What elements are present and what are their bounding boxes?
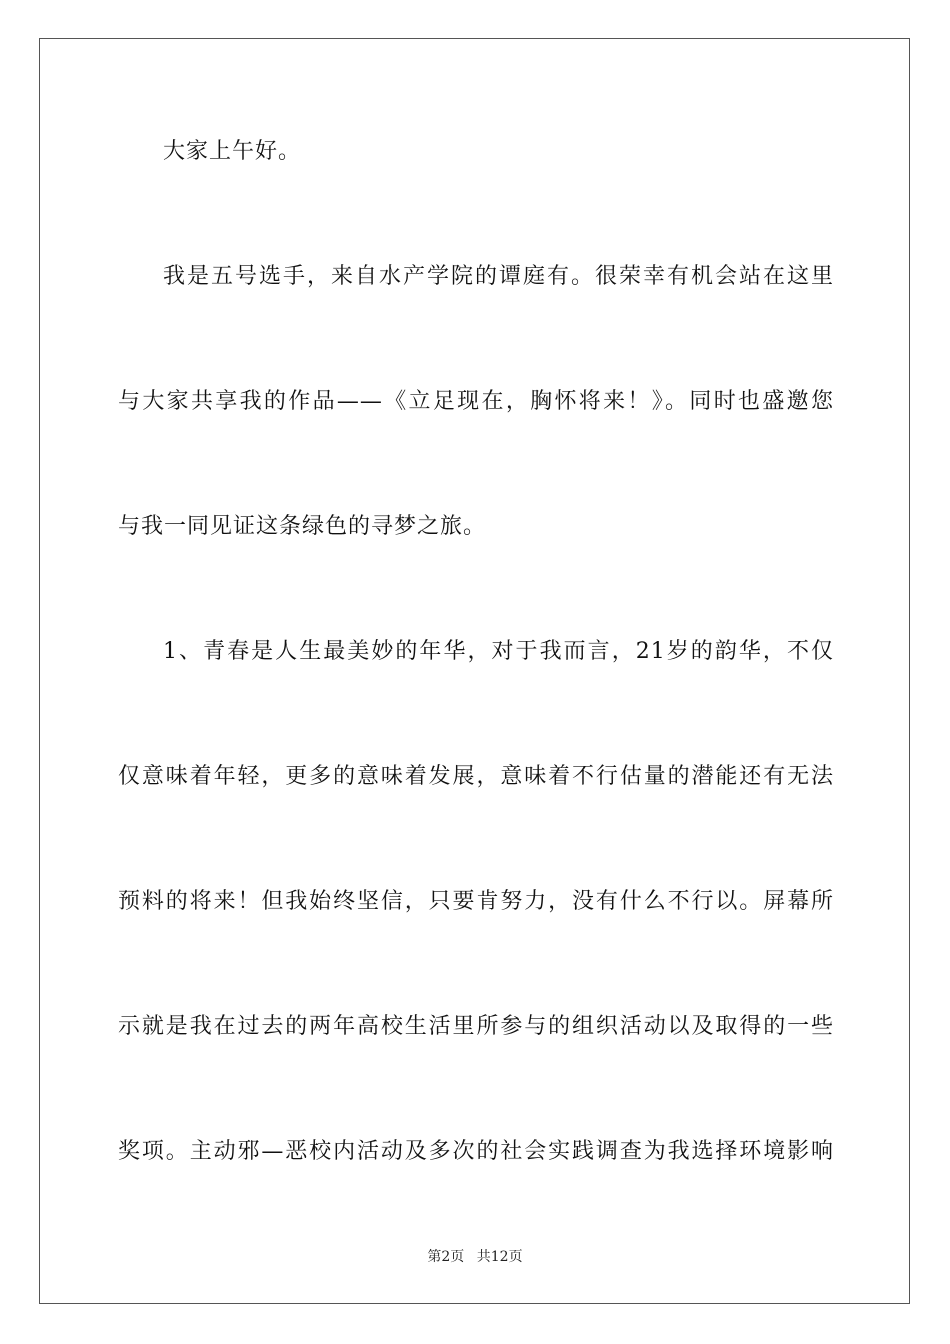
page-number: 第2页 xyxy=(427,1249,465,1265)
paragraph-line: 仅意味着年轻，更多的意味着发展，意味着不行估量的潜能还有无法 xyxy=(118,764,834,789)
page-total: 共12页 xyxy=(476,1249,523,1265)
page-footer xyxy=(0,1248,950,1266)
paragraph-line: 示就是我在过去的两年高校生活里所参与的组织活动以及取得的一些 xyxy=(118,1014,834,1039)
paragraph-line: 预料的将来！但我始终坚信，只要肯努力，没有什么不行以。屏幕所 xyxy=(118,889,834,914)
paragraph-line-greeting: 大家上午好。 xyxy=(163,139,302,164)
paragraph-line: 与我一同见证这条绿色的寻梦之旅。 xyxy=(118,514,487,539)
page-border xyxy=(39,38,910,1304)
paragraph-line: 我是五号选手，来自水产学院的谭庭有。很荣幸有机会站在这里 xyxy=(163,264,834,289)
paragraph-line: 奖项。主动邪—恶校内活动及多次的社会实践调查为我选择环境影响 xyxy=(118,1139,834,1164)
paragraph-line: 与大家共享我的作品——《立足现在，胸怀将来！》。同时也盛邀您 xyxy=(118,389,834,414)
paragraph-line: 1、青春是人生最美妙的年华，对于我而言，21岁的韵华，不仅 xyxy=(163,639,834,664)
